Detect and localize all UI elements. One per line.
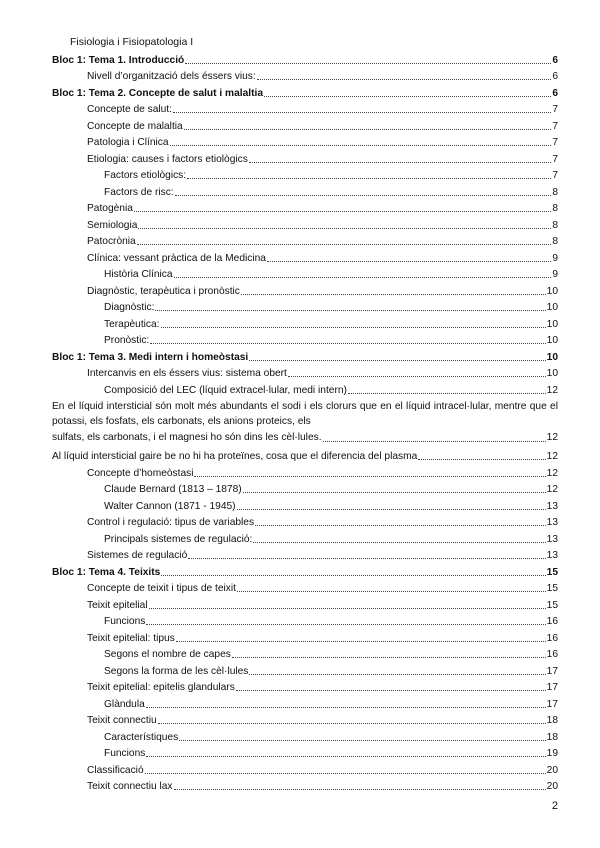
- toc-entry-label: Història Clínica: [104, 269, 173, 280]
- dot-leader: [185, 63, 551, 64]
- dot-leader: [232, 657, 546, 658]
- toc-page-number: 17: [546, 665, 558, 677]
- toc-entry-label: Patocrònia: [87, 236, 136, 247]
- toc-entry-label: Terapèutica:: [104, 318, 160, 330]
- toc-entry[interactable]: [52, 694, 558, 711]
- toc-entry[interactable]: [52, 215, 558, 232]
- toc-entry[interactable]: [52, 595, 558, 612]
- toc-entry-label: Claude Bernard (1813 – 1878): [104, 484, 242, 495]
- dot-leader: [255, 525, 546, 526]
- toc-entry[interactable]: [52, 628, 558, 645]
- toc-page-number: 12: [546, 431, 558, 443]
- toc-page-number: 18: [546, 715, 558, 726]
- toc-paragraph-entry-2[interactable]: [52, 445, 558, 463]
- dot-leader: [257, 79, 552, 80]
- dot-leader: [249, 360, 545, 361]
- toc-entry[interactable]: [52, 314, 558, 331]
- dot-leader: [323, 441, 546, 442]
- toc-entry[interactable]: [52, 546, 558, 563]
- document-header: Fisiologia i Fisiopatologia I: [70, 36, 194, 48]
- toc-entry[interactable]: [52, 281, 558, 298]
- dot-leader: [236, 690, 546, 691]
- toc-entry-label: Factors etiològics:: [104, 170, 187, 181]
- toc-entry-label: Funcions: [104, 748, 146, 759]
- toc-entry-label: Factors de risc:: [104, 186, 174, 198]
- toc-paragraph-last-text: sulfats, els carbonats, i el magnesi ho són dins les cèl·lules.: [52, 431, 322, 443]
- toc-entry-label: Al líquid intersticial gaire be no hi ha proteïnes, cosa que el diferencia del plasma: [52, 451, 418, 462]
- dot-leader: [173, 112, 551, 113]
- toc-page-number: 10: [546, 351, 558, 363]
- toc-entry[interactable]: [52, 480, 558, 497]
- toc-page-number: 20: [546, 781, 558, 792]
- dot-leader: [175, 195, 552, 196]
- dot-leader: [170, 145, 552, 146]
- toc-page-number: 13: [546, 550, 558, 561]
- toc-entry[interactable]: [52, 364, 558, 381]
- toc-page-number: 16: [546, 616, 558, 627]
- toc-entry-label: Segons la forma de les cèl·lules: [104, 665, 249, 677]
- toc-entry-label: Diagnòstic, terapèutica i pronòstic: [87, 285, 240, 297]
- toc-entry-label: Teixit connectiu lax: [87, 781, 173, 792]
- toc-entry[interactable]: [52, 760, 558, 777]
- toc-entry[interactable]: [52, 116, 558, 133]
- dot-leader: [146, 624, 545, 625]
- toc-page-number: 10: [546, 368, 558, 379]
- toc-page-number: 10: [546, 335, 558, 346]
- dot-leader: [264, 96, 551, 97]
- toc-entry[interactable]: [52, 248, 558, 265]
- toc-section-b: [52, 463, 558, 793]
- toc-entry-label: Principals sistemes de regulació:: [104, 533, 253, 545]
- page-number: 2: [551, 800, 558, 812]
- toc-paragraph-text: En el líquid intersticial són molt més abundants el sodi i els clorurs que en el líquid intracel·lular, mentre que el potassi, els fosfats, els carbonats, els anions proteics, els: [52, 400, 558, 427]
- toc-entry-label: Característiques: [104, 731, 179, 743]
- dot-leader: [188, 558, 545, 559]
- toc-page-number: 10: [546, 318, 558, 330]
- dot-leader: [243, 492, 546, 493]
- dot-leader: [149, 608, 546, 609]
- toc-entry[interactable]: [52, 744, 558, 761]
- toc-entry-label: Walter Cannon (1871 - 1945): [104, 500, 236, 512]
- toc-entry-label: Concepte de malaltia: [87, 120, 183, 132]
- toc-entry[interactable]: [52, 380, 558, 397]
- toc-page-number: 7: [552, 170, 558, 181]
- toc-entry-label: Pronòstic:: [104, 335, 150, 346]
- dot-leader: [145, 773, 546, 774]
- toc-entry[interactable]: [52, 562, 558, 579]
- toc-entry[interactable]: [52, 100, 558, 117]
- dot-leader: [138, 228, 551, 229]
- dot-leader: [237, 591, 546, 592]
- toc-page-number: 15: [546, 583, 558, 594]
- dot-leader: [241, 294, 546, 295]
- toc-page-number: 17: [546, 682, 558, 693]
- dot-leader: [161, 575, 545, 576]
- toc-entry-label: Diagnòstic:: [104, 302, 155, 313]
- toc-page-number: 12: [546, 451, 558, 462]
- toc-entry-label: Concepte de teixit i tipus de teixit: [87, 583, 236, 594]
- toc-page-number: 10: [546, 285, 558, 297]
- toc-entry[interactable]: [52, 496, 558, 513]
- toc-paragraph-last-line: [52, 430, 558, 446]
- toc-entry[interactable]: [52, 347, 558, 364]
- dot-leader: [194, 476, 545, 477]
- toc-entry[interactable]: [52, 579, 558, 596]
- toc-entry[interactable]: [52, 199, 558, 216]
- toc-entry[interactable]: [52, 727, 558, 744]
- toc-entry[interactable]: [52, 678, 558, 695]
- toc-entry-label: Glàndula: [104, 698, 145, 710]
- toc-page-number: 20: [546, 764, 558, 776]
- toc-entry[interactable]: [52, 232, 558, 249]
- dot-leader: [288, 376, 546, 377]
- toc-entry-label: Control i regulació: tipus de variables: [87, 517, 255, 528]
- dot-leader: [249, 674, 545, 675]
- dot-leader: [237, 509, 546, 510]
- toc-entry-label: Sistemes de regulació: [87, 550, 188, 561]
- toc-entry[interactable]: [52, 331, 558, 348]
- dot-leader: [174, 277, 552, 278]
- toc-page-number: 16: [546, 632, 558, 644]
- toc-page-number: 13: [546, 500, 558, 512]
- toc-entry-label: Etiologia: causes i factors etiològics: [87, 153, 248, 165]
- toc-entry-label: Segons el nombre de capes: [104, 649, 231, 660]
- dot-leader: [150, 343, 545, 344]
- toc-entry-label: Bloc 1: Tema 4. Teixits: [52, 566, 161, 578]
- toc-page-number: 8: [552, 203, 558, 214]
- dot-leader: [158, 723, 546, 724]
- dot-leader: [249, 162, 552, 163]
- toc-entry[interactable]: [52, 777, 558, 794]
- toc-entry-label: Clínica: vessant pràctica de la Medicina: [87, 252, 266, 264]
- table-of-contents: [52, 50, 558, 793]
- toc-entry-label: Concepte d’homeòstasi: [87, 467, 194, 479]
- toc-paragraph-entry[interactable]: [52, 399, 558, 446]
- toc-entry[interactable]: [52, 513, 558, 530]
- toc-entry[interactable]: [52, 182, 558, 199]
- toc-entry[interactable]: [52, 166, 558, 183]
- toc-page-number: 7: [552, 153, 558, 165]
- toc-page-number: 12: [546, 467, 558, 479]
- toc-entry-label: Concepte de salut:: [87, 104, 172, 115]
- toc-entry-label: Bloc 1: Tema 1. Introducció: [52, 54, 185, 66]
- toc-page-number: 7: [552, 104, 558, 115]
- toc-entry[interactable]: [52, 83, 558, 100]
- toc-page-number: 6: [552, 71, 558, 82]
- toc-entry-label: Patogènia: [87, 203, 133, 214]
- toc-entry[interactable]: [52, 529, 558, 546]
- toc-entry-label: Teixit connectiu: [87, 715, 157, 726]
- toc-section-a: [52, 50, 558, 397]
- toc-entry-label: Bloc 1: Tema 3. Medi intern i homeòstasi: [52, 351, 249, 363]
- toc-entry-label: Teixit epitelial: epitelis glandulars: [87, 682, 235, 693]
- toc-entry[interactable]: [52, 612, 558, 629]
- toc-entry[interactable]: [52, 67, 558, 84]
- toc-page-number: 12: [546, 484, 558, 495]
- dot-leader: [348, 393, 546, 394]
- toc-page-number: 7: [552, 137, 558, 148]
- toc-entry[interactable]: [52, 133, 558, 150]
- toc-entry-label: Funcions: [104, 616, 146, 627]
- dot-leader: [174, 789, 546, 790]
- dot-leader: [137, 244, 552, 245]
- toc-entry-label: Composició del LEC (líquid extracel·lular, medi intern): [104, 384, 347, 396]
- toc-page-number: 7: [552, 120, 558, 132]
- dot-leader: [161, 327, 546, 328]
- toc-entry[interactable]: [52, 265, 558, 282]
- toc-page-number: 12: [546, 384, 558, 396]
- toc-page-number: 15: [546, 599, 558, 611]
- dot-leader: [155, 310, 545, 311]
- toc-entry-label: Teixit epitelial: [87, 599, 148, 611]
- toc-page-number: 8: [552, 219, 558, 231]
- dot-leader: [267, 261, 551, 262]
- dot-leader: [253, 542, 545, 543]
- toc-entry[interactable]: [52, 50, 558, 67]
- toc-page-number: 10: [546, 302, 558, 313]
- dot-leader: [418, 459, 545, 460]
- toc-page-number: 8: [552, 236, 558, 247]
- toc-page-number: 9: [552, 269, 558, 280]
- toc-entry-label: Intercanvis en els éssers vius: sistema obert: [87, 368, 287, 379]
- toc-page-number: 16: [546, 649, 558, 660]
- toc-page-number: 13: [546, 517, 558, 528]
- toc-page-number: 15: [546, 566, 558, 578]
- toc-entry-label: Patologia i Clínica: [87, 137, 169, 148]
- toc-entry[interactable]: [52, 298, 558, 315]
- toc-page-number: 8: [552, 186, 558, 198]
- dot-leader: [179, 740, 545, 741]
- toc-page-number: 13: [546, 533, 558, 545]
- toc-page-number: 9: [552, 252, 558, 264]
- dot-leader: [134, 211, 551, 212]
- toc-entry[interactable]: [52, 463, 558, 480]
- toc-entry[interactable]: [52, 711, 558, 728]
- dot-leader: [146, 756, 545, 757]
- toc-entry-label: Semiologia: [87, 219, 138, 231]
- toc-entry[interactable]: [52, 149, 558, 166]
- toc-entry-label: Bloc 1: Tema 2. Concepte de salut i malaltia: [52, 87, 263, 99]
- toc-page-number: 19: [546, 748, 558, 759]
- toc-page-number: 17: [546, 698, 558, 710]
- toc-page-number: 18: [546, 731, 558, 743]
- dot-leader: [187, 178, 551, 179]
- toc-entry[interactable]: [52, 661, 558, 678]
- toc-entry-label: Classificació: [87, 764, 144, 776]
- toc-page-number: 6: [552, 87, 558, 99]
- toc-entry-label: Nivell d’organització dels éssers vius:: [87, 71, 256, 82]
- toc-entry-label: Teixit epitelial: tipus: [87, 632, 175, 644]
- dot-leader: [146, 707, 546, 708]
- dot-leader: [184, 129, 552, 130]
- dot-leader: [176, 641, 546, 642]
- toc-entry[interactable]: [52, 645, 558, 662]
- toc-page-number: 6: [552, 54, 558, 66]
